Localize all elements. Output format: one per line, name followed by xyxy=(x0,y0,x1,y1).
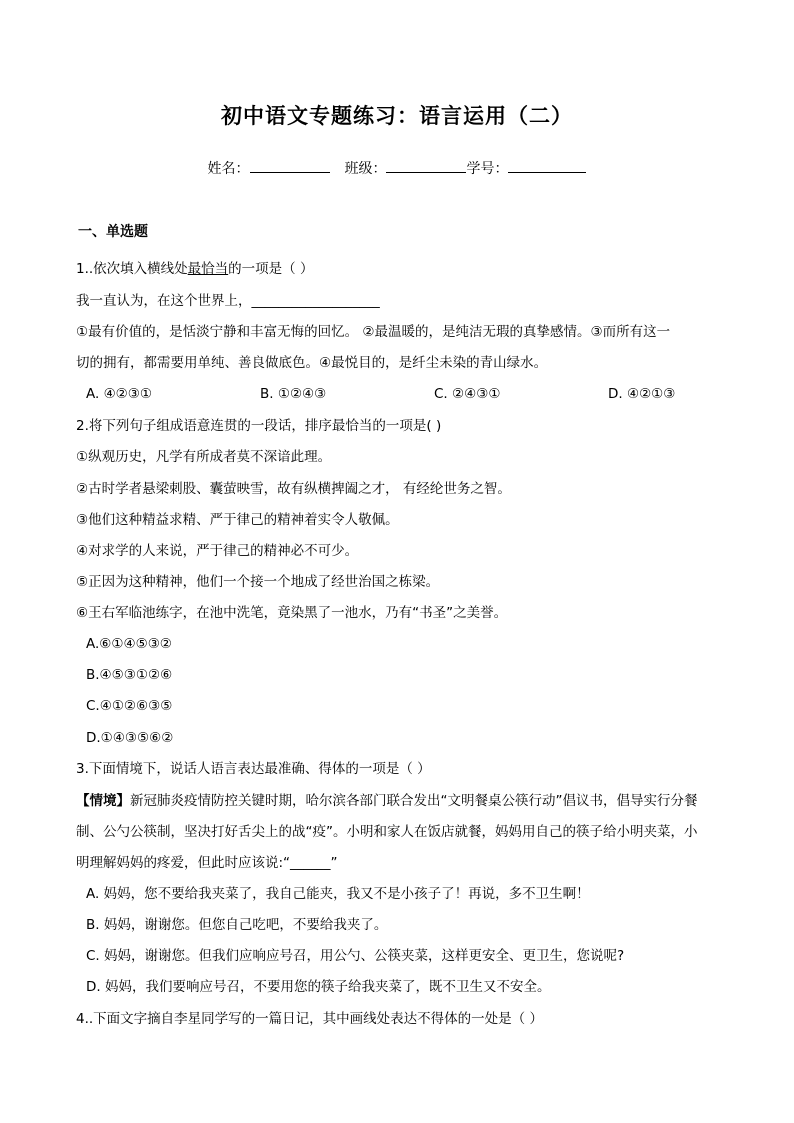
q3-option-d[interactable]: D. 妈妈，我们要响应号召，不要用您的筷子给我夹菜了，既不卫生又不安全。 xyxy=(86,979,551,995)
id-label: 学号： xyxy=(466,161,509,177)
q2-sentence-6: ⑥王右军临池练字，在池中洗笔，竟染黑了一池水，乃有“书圣”之美誉。 xyxy=(76,605,508,621)
name-field[interactable] xyxy=(250,158,330,173)
q1-stem-pre: 1..依次填入横线处 xyxy=(76,261,188,277)
question-4-stem: 4..下面文字摘自李星同学写的一篇日记，其中画线处表达不得体的一处是（ ） xyxy=(76,1011,543,1027)
q3-context-line-1 xyxy=(76,792,698,810)
question-1-stem xyxy=(76,260,313,278)
q2-sentence-4: ④对求学的人来说，严于律己的精神必不可少。 xyxy=(76,543,359,559)
q1-option-a[interactable]: A. ④②③① xyxy=(86,386,152,402)
q3-context-tag: 【情境】 xyxy=(76,793,130,809)
q1-option-c[interactable]: C. ②④③① xyxy=(434,386,501,402)
q1-stem-underlined: 最恰当 xyxy=(187,261,229,277)
q1-option-b[interactable]: B. ①②④③ xyxy=(260,386,327,402)
q1-option-d[interactable]: D. ④②①③ xyxy=(608,386,676,402)
q3-option-b[interactable]: B. 妈妈，谢谢您。但您自己吃吧，不要给我夹了。 xyxy=(86,917,388,933)
q2-sentence-5: ⑤正因为这种精神，他们一个接一个地成了经世治国之栋梁。 xyxy=(76,574,440,590)
q1-line-3: 切的拥有，都需要用单纯、善良做底色。④最悦目的，是纤尘未染的青山绿水。 xyxy=(76,355,548,371)
q3-option-a[interactable]: A. 妈妈，您不要给我夹菜了，我自己能夹，我又不是小孩子了！再说，多不卫生啊！ xyxy=(86,886,590,902)
q3-context-line-2: 制、公勺公筷制，坚决打好舌尖上的战“疫”。小明和家人在饭店就餐，妈妈用自己的筷子给小明夹菜，小 xyxy=(76,824,698,840)
q3-context-text-1: 新冠肺炎疫情防控关键时期，哈尔滨各部门联合发出“文明餐桌公筷行动”倡议书，倡导实行分餐 xyxy=(130,793,698,809)
q3-context-line-3: 明理解妈妈的疼爱，但此时应该说:“______” xyxy=(76,855,338,871)
q1-line-1: 我一直认为，在这个世界上，___________________ xyxy=(76,293,380,309)
class-label: 班级： xyxy=(344,161,387,177)
student-info xyxy=(0,158,794,178)
name-label: 姓名： xyxy=(207,161,250,177)
q2-sentence-3: ③他们这种精益求精、严于律己的精神着实令人敬佩。 xyxy=(76,512,399,528)
question-3-stem: 3.下面情境下，说话人语言表达最准确、得体的一项是（ ） xyxy=(76,761,431,777)
section-heading: 一、单选题 xyxy=(78,224,148,240)
q2-option-c[interactable]: C.④①②⑥③⑤ xyxy=(86,698,173,714)
q1-stem-post: 的一项是（ ） xyxy=(228,261,314,277)
q2-sentence-2: ②古时学者悬梁刺股、囊萤映雪，故有纵横捭阖之才， 有经纶世务之智。 xyxy=(76,481,511,497)
q3-option-c[interactable]: C. 妈妈，谢谢您。但我们应响应号召，用公勺、公筷夹菜，这样更安全、更卫生，您说呢? xyxy=(86,948,625,964)
page-title: 初中语文专题练习：语言运用（二） xyxy=(221,103,573,128)
question-2-stem: 2.将下列句子组成语意连贯的一段话，排序最恰当的一项是( ) xyxy=(76,418,442,434)
class-field[interactable] xyxy=(386,158,466,173)
q1-line-2: ①最有价值的，是恬淡宁静和丰富无悔的回忆。 ②最温暖的，是纯洁无瑕的真挚感情。③而所有这一 xyxy=(76,324,671,340)
q2-option-b[interactable]: B.④⑤③①②⑥ xyxy=(86,667,173,683)
q2-option-d[interactable]: D.①④③⑤⑥② xyxy=(86,730,174,746)
q2-sentence-1: ①纵观历史，凡学有所成者莫不深谙此理。 xyxy=(76,449,332,465)
q2-option-a[interactable]: A.⑥①④⑤③② xyxy=(86,636,172,652)
id-field[interactable] xyxy=(508,158,586,173)
